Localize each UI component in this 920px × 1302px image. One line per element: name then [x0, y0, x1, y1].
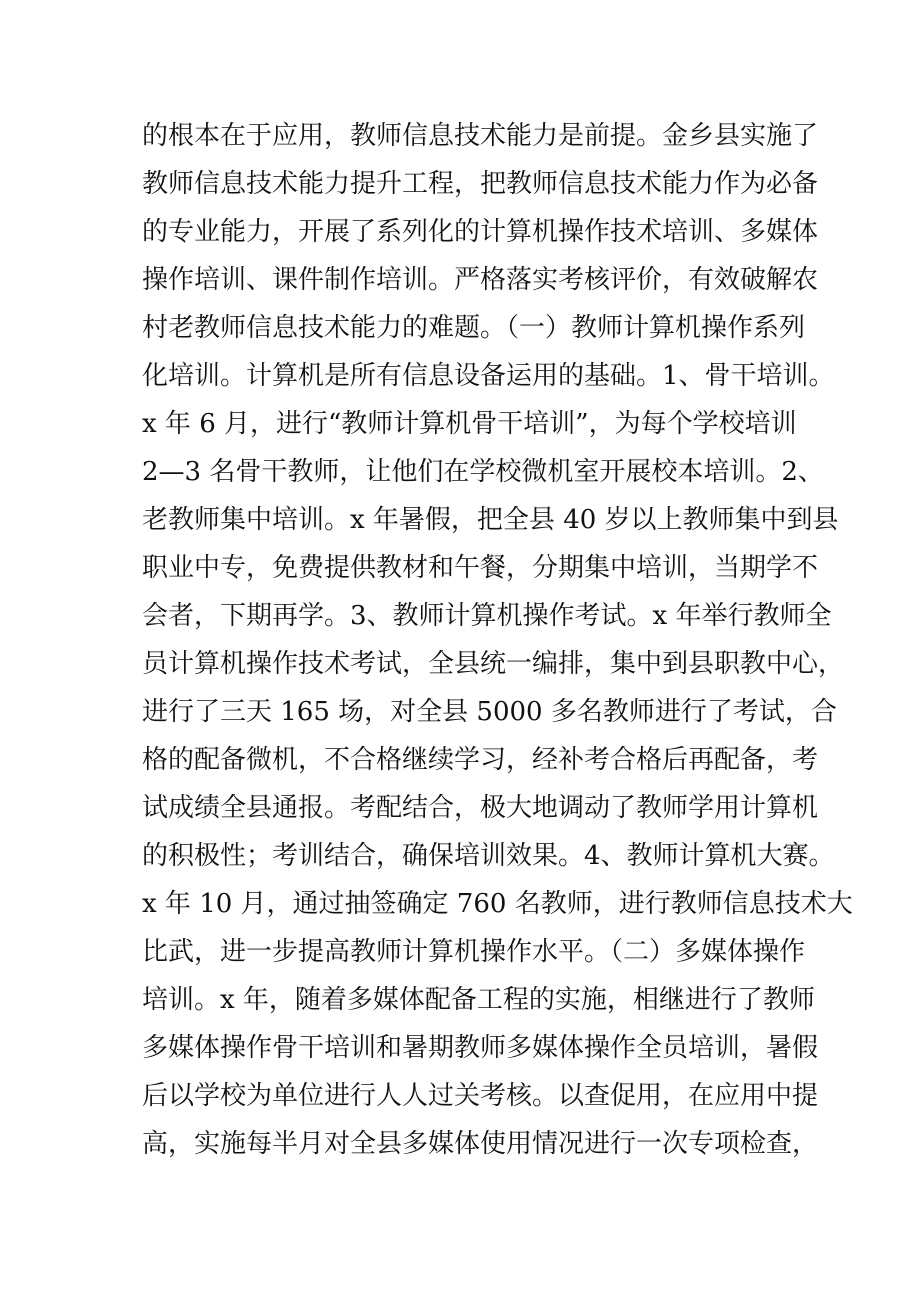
- text-line: 员计算机操作技术考试，全县统一编排，集中到县职教中心，: [142, 649, 845, 679]
- text-line: 教师信息技术能力提升工程，把教师信息技术能力作为必备: [142, 169, 819, 199]
- text-line: 培训。x 年，随着多媒体配备工程的实施，相继进行了教师: [142, 985, 815, 1015]
- text-line: 试成绩全县通报。考配结合，极大地调动了教师学用计算机: [142, 793, 819, 823]
- text-line: 格的配备微机，不合格继续学习，经补考合格后再配备，考: [142, 745, 819, 775]
- text-line: 村老教师信息技术能力的难题。（一）教师计算机操作系列: [142, 313, 806, 343]
- text-line: x 年 6 月，进行“教师计算机骨干培训”，为每个学校培训: [142, 409, 797, 439]
- text-line: 的积极性；考训结合，确保培训效果。4、教师计算机大赛。: [142, 841, 835, 871]
- text-line: 老教师集中培训。x 年暑假，把全县 40 岁以上教师集中到县: [142, 505, 839, 535]
- text-line: 高，实施每半月对全县多媒体使用情况进行一次专项检查，: [142, 1129, 819, 1159]
- text-line: 会者，下期再学。3、教师计算机操作考试。x 年举行教师全: [142, 601, 832, 631]
- text-line: 进行了三天 165 场，对全县 5000 多名教师进行了考试，合: [142, 697, 837, 727]
- text-line: 的根本在于应用，教师信息技术能力是前提。金乡县实施了: [142, 121, 819, 151]
- text-line: x 年 10 月，通过抽签确定 760 名教师，进行教师信息技术大: [142, 889, 853, 919]
- text-line: 操作培训、课件制作培训。严格落实考核评价，有效破解农: [142, 265, 819, 295]
- text-line: 化培训。计算机是所有信息设备运用的基础。1、骨干培训。: [142, 361, 835, 391]
- text-line: 比武，进一步提高教师计算机操作水平。（二）多媒体操作: [142, 937, 806, 967]
- text-line: 2—3 名骨干教师，让他们在学校微机室开展校本培训。2、: [142, 457, 824, 487]
- text-line: 的专业能力，开展了系列化的计算机操作技术培训、多媒体: [142, 217, 819, 247]
- text-line: 多媒体操作骨干培训和暑期教师多媒体操作全员培训，暑假: [142, 1033, 819, 1063]
- text-line: 职业中专，免费提供教材和午餐，分期集中培训，当期学不: [142, 553, 819, 583]
- body-paragraph: [142, 112, 853, 1168]
- text-line: 后以学校为单位进行人人过关考核。以查促用，在应用中提: [142, 1081, 819, 1111]
